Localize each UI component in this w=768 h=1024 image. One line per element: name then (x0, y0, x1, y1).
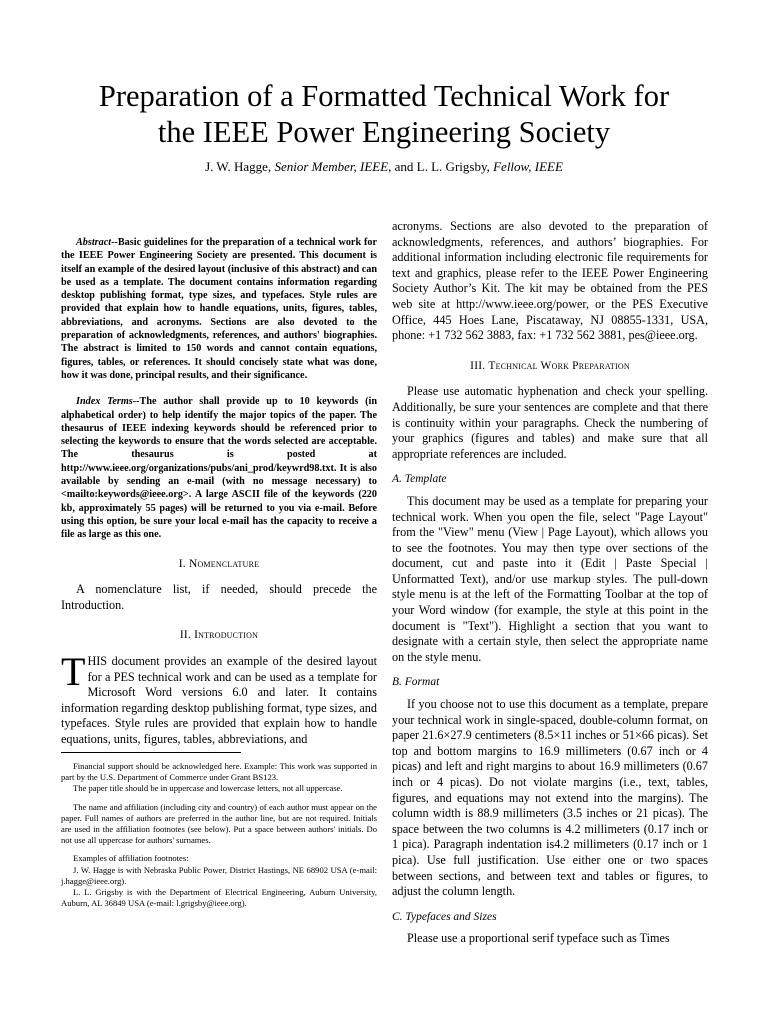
section-number: II. (179, 629, 195, 642)
footnote-author-names: The name and affiliation (including city and country) of each author must appear on the paper. Full names of authors are preferred in the author line, but are not required. Initials are used in the affiliation footnotes (see below). Put a space between authors' initials. Do not use all uppercase for authors' surnames. (61, 801, 377, 846)
footnote-rule (61, 752, 241, 753)
section-title: Technical Work Preparation (488, 359, 630, 372)
section-heading-technical-work (392, 359, 708, 375)
template-paragraph: This document may be used as a template for preparing your technical work. When you open the file, select "Page Layout" from the "View" menu (View | Page Layout), which allows you to see the footnotes. You may then type over sections of the document, cut and paste into it (Edit | Paste Special | Unformatted Text), and/or use markup styles. The pull-down style menu is at the left of the Formatting Toolbar at the top of your Word window (for example, the style at this point in the document is "Text"). Highlight a section that you want to designate with a certain style, then select the appropriate name on the style menu. (392, 493, 708, 664)
technical-work-paragraph: Please use automatic hyphenation and check your spelling. Additionally, be sure your sentences are complete and that there is continuity within your paragraphs. Check the numbering of your graphics (figures and tables) and make sure that all appropriate references are included. (392, 384, 708, 461)
section-number: I. (178, 557, 189, 570)
introduction-continued: acronyms. Sections are also devoted to the preparation of acknowledgments, references, and authors’ biographies. For additional information including electronic file requirements for text and graphics, please refer to the IEEE Power Engineering Society Author’s Kit. The kit may be obtained from the PES web site at http://www.ieee.org/power, or the PES Executive Office, 445 Hoes Lane, Piscataway, NJ 08855-1331, USA, phone: +1 732 562 3883, fax: +1 732 562 3881, pes@ieee.org. (392, 219, 708, 343)
footnote-examples-label: Examples of affiliation footnotes: (73, 853, 189, 864)
format-paragraph: If you choose not to use this document as a template, prepare your technical work in single-spaced, double-column format, on paper 21.6×27.9 centimeters (8.5×11 inches or 51×66 picas). Set top and bottom margins to 16.9 millimeters (0.67 inch or 4 picas) and left and right margins to about 16.9 millimeters (0.67 inch or 4 picas). Do not violate margins (i.e., text, tables, figures, and equations may not extend into the margins). The column width is 88.9 millimeters (3.5 inches or 21 picas). The space between the two columns is 4.2 millimeters (0.17 inch or 1 pica). Paragraph indentation is4.2 millimeters (0.17 inch or 1 pica). Use full justification. Use either one or two spaces between sections, and between text and tables or figures, to adjust the column length. (392, 697, 708, 899)
title-line-2: the IEEE Power Engineering Society (157, 115, 611, 149)
section-heading-nomenclature (61, 557, 377, 573)
author-grade-1: Senior Member, IEEE (274, 159, 389, 174)
subsection-heading-typefaces: C. Typefaces and Sizes (392, 910, 497, 923)
footnote-title-case: The paper title should be in uppercase and lowercase letters, not all uppercase. (73, 783, 343, 794)
footnote-funding: Financial support should be acknowledged here. Example: This work was supported in part by the U.S. Department of Commerce under Grant BS123. (61, 761, 377, 783)
right-column (392, 219, 708, 947)
introduction-text: HIS document provides an example of the desired layout for a PES technical work and can be used as a template for Microsoft Word versions 6.0 and later. It contains information regarding desktop publishing format, type sizes, and typefaces. Style rules are provided that explain how to handle equations, units, figures, tables, abbreviations, and (61, 653, 377, 746)
section-heading-introduction (61, 628, 377, 644)
section-title: Introduction (194, 629, 259, 642)
abstract (61, 236, 377, 382)
author-name-1: J. W. Hagge, (205, 159, 275, 174)
title-line-1: Preparation of a Formatted Technical Work for (98, 79, 670, 113)
index-terms-text: The author shall provide up to 10 keywords (in alphabetical order) to help identify the major topics of the paper. The thesaurus of IEEE indexing keywords should be referenced prior to selecting the keywords to ensure that the words selected are acceptable. The thesaurus is posted at http://www.ieee.org/organizations/pubs/ani_prod/keywrd98.txt. It is also available by sending an e-mail (with no message necessary) to <mailto:keywords@ieee.org>. A large ASCII file of the keywords (220 kb, approximately 55 pages) will be returned to you via e-mail. Before using this option, be sure your local e-mail has the capacity to receive a file as large as this one. (61, 396, 377, 541)
subsection-heading-template: A. Template (392, 473, 447, 486)
author-line (60, 158, 708, 176)
paper-title (60, 78, 708, 150)
index-terms-lead: Index Terms-- (76, 396, 140, 408)
footnote-affiliation-2: L. L. Grigsby is with the Department of Electrical Engineering, Auburn University, Auburn, AL 36849 USA (e-mail: l.grigsby@ieee.org). (61, 887, 377, 909)
nomenclature-paragraph: A nomenclature list, if needed, should precede the Introduction. (61, 582, 377, 612)
abstract-lead: Abstract-- (76, 237, 118, 248)
author-grade-2: Fellow, IEEE (493, 159, 563, 174)
drop-cap: T (61, 648, 86, 694)
abstract-text: Basic guidelines for the preparation of a technical work for the IEEE Power Engineering Society are presented. This document is itself an example of the desired layout (inclusive of this abstract) and can be used as a template. The document contains information regarding desktop publishing format, type sizes, and typefaces. Style rules are provided that explain how to handle equations, units, figures, tables, abbreviations, and acronyms. Sections are also devoted to the preparation of acknowledgments, references, and authors' biographies. The abstract is limited to 150 words and cannot contain equations, figures, tables, or references. It should concisely state what was done, how it was done, principal results, and their significance. (61, 237, 377, 381)
author-separator: , and L. L. Grigsby, (388, 159, 494, 174)
footnotes (61, 752, 377, 909)
typefaces-paragraph: Please use a proportional serif typeface such as Times (407, 931, 670, 946)
footnote-affiliation-1: J. W. Hagge is with Nebraska Public Power, District Hastings, NE 68902 USA (e-mail: j.hagge@ieee.org). (61, 864, 377, 886)
subsection-heading-format: B. Format (392, 676, 440, 689)
index-terms (61, 395, 377, 541)
section-title: Nomenclature (188, 557, 260, 570)
introduction-paragraph (61, 648, 377, 748)
left-column (61, 236, 377, 747)
section-number: III. (470, 359, 489, 372)
